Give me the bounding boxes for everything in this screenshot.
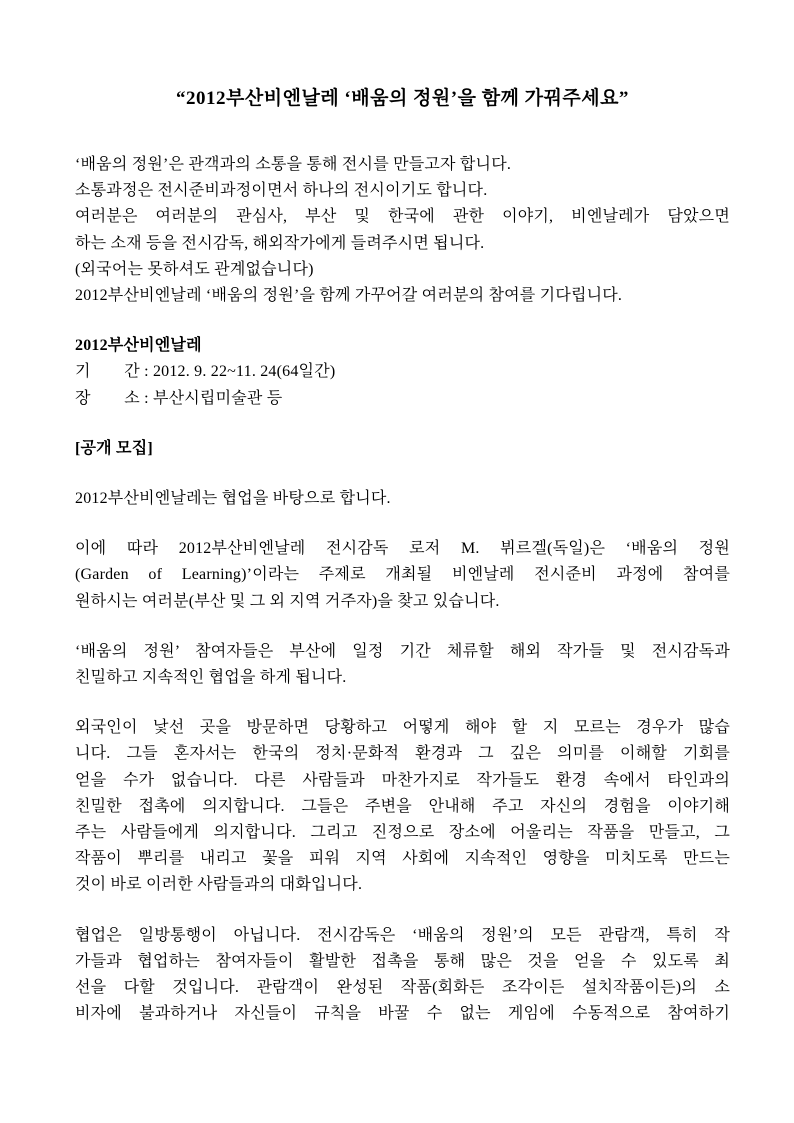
intro-paragraph	[75, 152, 730, 309]
text-line: 주는 사람들에게 의지합니다. 그리고 진정으로 장소에 어울리는 작품을 만들고, 그	[75, 824, 730, 842]
text-line: (Garden of Learning)’이라는 주제로 개최될 비엔날레 전시준비 과정에 참여를	[75, 566, 730, 584]
heading-line: 2012부산비엔날레	[75, 337, 202, 355]
participants-paragraph	[75, 639, 730, 691]
text-line: 여러분은 여러분의 관심사, 부산 및 한국에 관한 이야기, 비엔날레가 담았으면	[75, 208, 730, 226]
open-call-heading	[75, 436, 730, 462]
text-line: 이에 따라 2012부산비엔날레 전시감독 로저 M. 뷔르겔(독일)은 ‘배움의 정원	[75, 540, 730, 558]
text-line: (외국어는 못하셔도 관계없습니다)	[75, 260, 314, 278]
text-line: 친밀하고 지속적인 협업을 하게 됩니다.	[75, 669, 347, 687]
collaboration-two-way-paragraph	[75, 923, 730, 1028]
text-line: 얻을 수가 없습니다. 다른 사람들과 마찬가지로 작가들도 환경 속에서 타인과의	[75, 771, 730, 789]
event-info	[75, 333, 730, 412]
text-line: 2012부산비엔날레 ‘배움의 정원’을 함께 가꾸어갈 여러분의 참여를 기다립니다.	[75, 287, 623, 305]
heading-line: [공개 모집]	[75, 439, 153, 457]
text-line: 것이 바로 이러한 사람들과의 대화입니다.	[75, 876, 363, 894]
text-line: 하는 소재 등을 전시감독, 해외작가에게 들려주시면 됩니다.	[75, 234, 485, 252]
text-line: 협업은 일방통행이 아닙니다. 전시감독은 ‘배움의 정원’의 모든 관람객, 특히 작	[75, 926, 730, 944]
text-line: 가들과 협업하는 참여자들이 활발한 접촉을 통해 많은 것을 얻을 수 있도록 최	[75, 952, 730, 970]
text-line: ‘배움의 정원’ 참여자들은 부산에 일정 기간 체류할 해외 작가들 및 전시감독과	[75, 642, 730, 660]
text-line: 작품이 뿌리를 내리고 꽃을 피워 지역 사회에 지속적인 영향을 미치도록 만드는	[75, 850, 730, 868]
text-line: ‘배움의 정원’은 관객과의 소통을 통해 전시를 만들고자 합니다.	[75, 156, 512, 173]
director-paragraph	[75, 536, 730, 615]
document-body	[75, 152, 730, 1027]
text-line: 소통과정은 전시준비과정이면서 하나의 전시이기도 합니다.	[75, 182, 488, 200]
document-title: “2012부산비엔날레 ‘배움의 정원’을 함께 가꿔주세요”	[176, 88, 629, 109]
text-line: 비자에 불과하거나 자신들이 규칙을 바꿀 수 없는 게임에 수동적으로 참여하기	[75, 1005, 730, 1023]
text-line: 친밀한 접촉에 의지합니다. 그들은 주변을 안내해 주고 자신의 경험을 이야기해	[75, 797, 730, 815]
text-line: 니다. 그들 혼자서는 한국의 정치·문화적 환경과 그 깊은 의미를 이해할 기회를	[75, 745, 730, 763]
text-line: 원하시는 여러분(부산 및 그 외 지역 거주자)을 찾고 있습니다.	[75, 592, 500, 610]
collaboration-basis-paragraph	[75, 486, 730, 512]
text-line: 외국인이 낯선 곳을 방문하면 당황하고 어떻게 해야 할 지 모르는 경우가 많습	[75, 719, 730, 737]
text-line: 선을 다할 것입니다. 관람객이 완성된 작품(회화든 조각이든 설치작품이든)의 소	[75, 979, 730, 997]
text-line: 기 간 : 2012. 9. 22~11. 24(64일간)	[75, 363, 336, 381]
text-line: 2012부산비엔날레는 협업을 바탕으로 합니다.	[75, 490, 391, 508]
text-line: 장 소 : 부산시립미술관 등	[75, 389, 283, 407]
foreigner-context-paragraph	[75, 715, 730, 898]
